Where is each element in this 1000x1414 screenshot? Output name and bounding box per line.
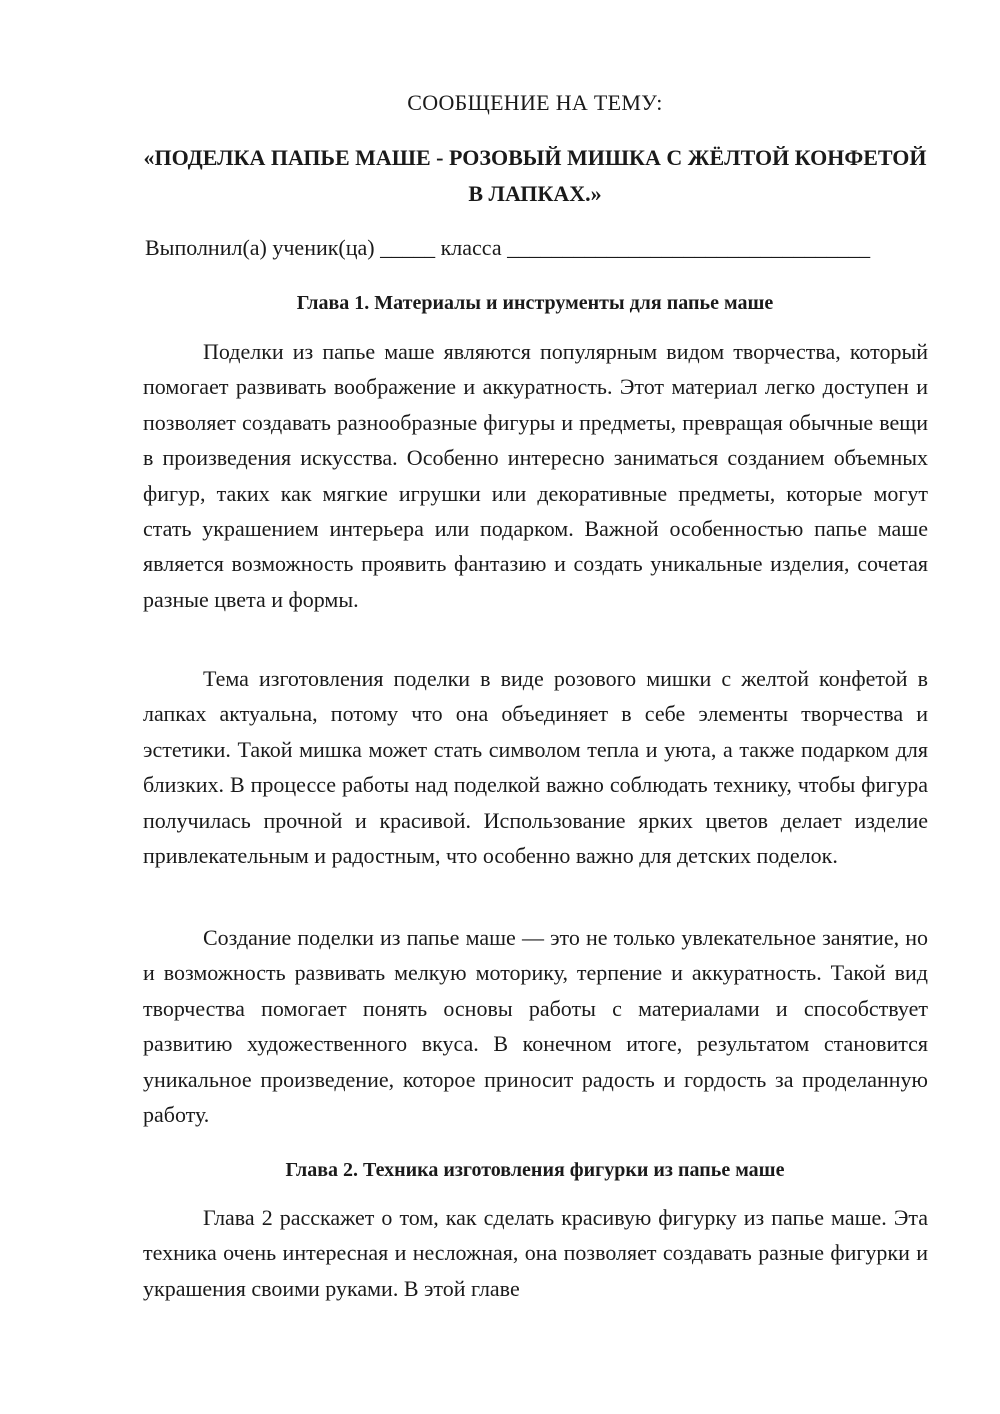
author-line: Выполнил(а) ученик(ца) _____ класса _________________________________ (145, 235, 871, 260)
subject-heading: СООБЩЕНИЕ НА ТЕМУ: (407, 90, 663, 115)
chapter-2-heading: Глава 2. Техника изготовления фигурки из папье маше (285, 1159, 785, 1181)
chapter-1-heading: Глава 1. Материалы и инструменты для папье маше (296, 292, 774, 314)
chapter-1-paragraph-3: Создание поделки из папье маше — это не только увлекательное занятие, но и возможность развивать мелкую моторику, терпение и аккуратность. Такой вид творчества помогает понять основы работы с материалами и способствует развитию художественного вкуса. В конечном итоге, результатом становится уникальное произведение, которое приносит радость и гордость за проделанную работу. (143, 925, 928, 1128)
document-title: «ПОДЕЛКА ПАПЬЕ МАШЕ - РОЗОВЫЙ МИШКА С ЖЁЛТОЙ КОНФЕТОЙ В ЛАПКАХ.» (143, 145, 927, 206)
chapter-1-paragraph-2: Тема изготовления поделки в виде розового мишки с желтой конфетой в лапках актуальна, потому что она объединяет в себе элементы творчества и эстетики. Такой мишка может стать символом тепла и уюта, а также подарком для близких. В процессе работы над поделкой важно соблюдать технику, чтобы фигура получилась прочной и красивой. Использование ярких цветов делает изделие привлекательным и радостным, что особенно важно для детских поделок. (143, 666, 928, 869)
chapter-2-paragraph-1: Глава 2 расскажет о том, как сделать красивую фигурку из папье маше. Эта техника очень интересная и несложная, она позволяет создавать разные фигурки и украшения своими руками. В этой главе (143, 1205, 928, 1301)
chapter-1-paragraph-1: Поделки из папье маше являются популярным видом творчества, который помогает развивать воображение и аккуратность. Этот материал легко доступен и позволяет создавать разнообразные фигуры и предметы, превращая обычные вещи в произведения искусства. Особенно интересно заниматься созданием объемных фигур, таких как мягкие игрушки или декоративные предметы, которые могут стать украшением интерьера или подарком. Важной особенностью папье маше является возможность проявить фантазию и создать уникальные изделия, сочетая разные цвета и формы. (143, 339, 928, 612)
